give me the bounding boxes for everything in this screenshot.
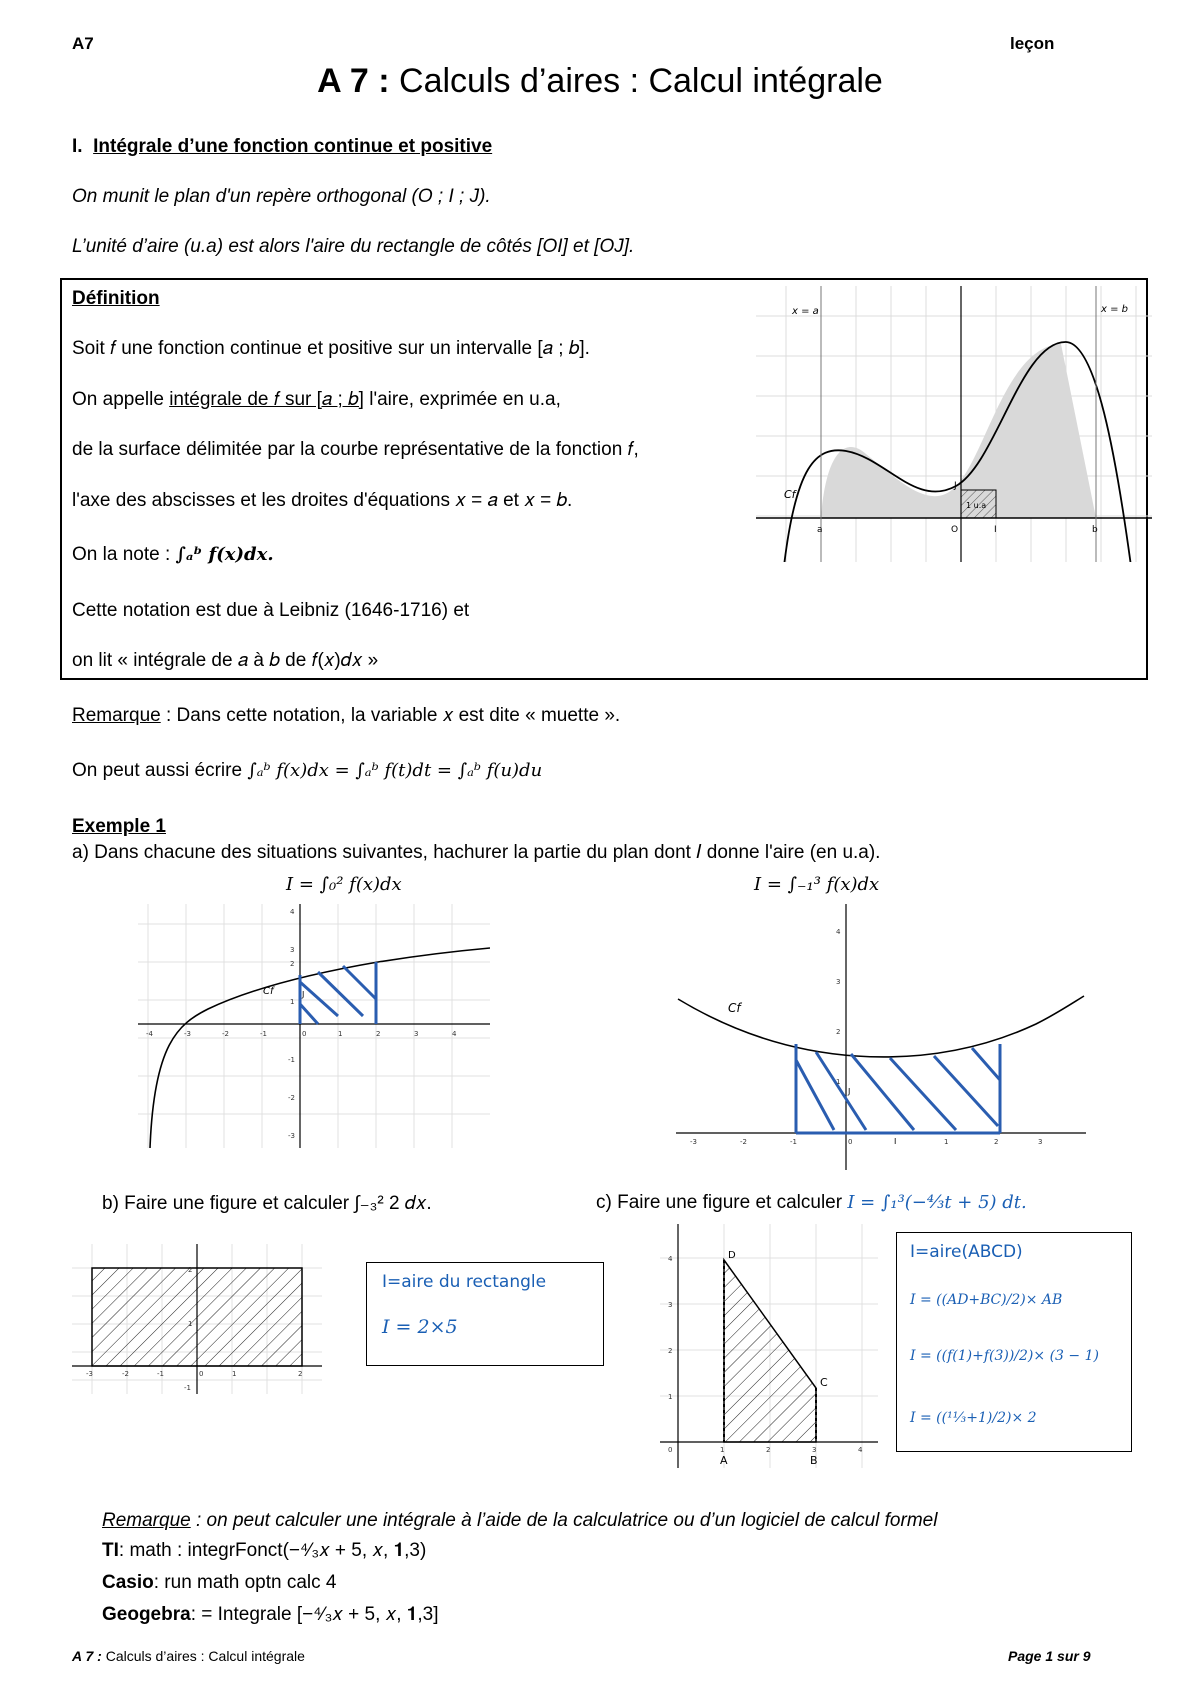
area-under-curve bbox=[821, 344, 1096, 518]
svg-text:1: 1 bbox=[188, 1320, 193, 1328]
ti-command: : math : integrFonct(−⁴⁄₃𝑥 + 5, 𝑥, 𝟏,3) bbox=[118, 1540, 427, 1561]
gc-label-c: C bbox=[820, 1376, 828, 1389]
remark-2-label: Remarque bbox=[102, 1510, 191, 1531]
svg-text:-3: -3 bbox=[86, 1370, 93, 1378]
example-c-formula: 𝐼 = ∫₁³(−⁴⁄₃𝑡 + 5) 𝑑𝑡. bbox=[847, 1192, 1027, 1213]
intro-line-2: L’unité d’aire (u.a) est alors l'aire du rectangle de côtés [OI] et [OJ]. bbox=[72, 236, 635, 257]
label-ua: 1 u.a bbox=[966, 501, 987, 510]
example-integral-2: 𝐼 = ∫₋₁³ 𝑓(𝑥)𝑑𝑥 bbox=[754, 874, 880, 895]
definition-line-1: Soit 𝑓 une fonction continue et positive sur un intervalle [𝑎 ; 𝑏]. bbox=[72, 338, 590, 359]
page-title bbox=[0, 62, 1200, 101]
answer-b-line-1: I=aire du rectangle bbox=[382, 1272, 547, 1292]
casio-command: : run math optn calc 4 bbox=[153, 1572, 337, 1593]
footer-left bbox=[72, 1648, 305, 1664]
gc-x-ticks bbox=[668, 1446, 863, 1454]
definition-line-5 bbox=[72, 544, 274, 566]
section-number: I. bbox=[72, 136, 83, 157]
g2-cf: Cf bbox=[728, 1001, 741, 1015]
example-c-text bbox=[596, 1192, 1027, 1214]
svg-text:-2: -2 bbox=[288, 1094, 295, 1102]
definition-line-3: de la surface délimitée par la courbe représentative de la fonction 𝑓, bbox=[72, 439, 639, 460]
g2-x-ticks bbox=[690, 1138, 1042, 1146]
svg-text:4: 4 bbox=[858, 1446, 863, 1454]
label-b: b bbox=[1092, 525, 1098, 535]
remark-2-geogebra bbox=[102, 1604, 439, 1626]
svg-text:-1: -1 bbox=[288, 1056, 295, 1064]
remark-2 bbox=[102, 1510, 937, 1532]
answer-c-line-3: 𝐼 = ((𝑓(1)+𝑓(3))/2)× (3 − 1) bbox=[910, 1348, 1099, 1364]
example-graph-c bbox=[660, 1224, 878, 1468]
answer-c-line-2: 𝐼 = ((𝐴𝐷+𝐵𝐶)/2)× 𝐴𝐵 bbox=[910, 1292, 1063, 1308]
svg-text:4: 4 bbox=[452, 1030, 457, 1038]
definition-line-6: Cette notation est due à Leibniz (1646-1716) et bbox=[72, 600, 470, 621]
svg-text:2: 2 bbox=[376, 1030, 381, 1038]
label-x-b: x = b bbox=[1101, 304, 1129, 315]
label-j: J bbox=[954, 481, 957, 491]
remark-1 bbox=[72, 705, 620, 727]
label-i: I bbox=[994, 525, 997, 535]
remark-1-text: : Dans cette notation, la variable 𝑥 est dite « muette ». bbox=[160, 705, 621, 726]
svg-text:2: 2 bbox=[668, 1347, 673, 1355]
casio-label: Casio bbox=[102, 1572, 154, 1593]
svg-text:2: 2 bbox=[836, 1028, 841, 1036]
svg-text:-1: -1 bbox=[260, 1030, 267, 1038]
remark-2-text: : on peut calculer une intégrale à l’aide de la calculatrice ou d’un logiciel de calcul formel bbox=[190, 1510, 938, 1531]
geogebra-command: : = Integrale [−⁴⁄₃𝑥 + 5, 𝑥, 𝟏,3] bbox=[190, 1604, 439, 1625]
title-bold: A 7 : bbox=[317, 62, 390, 100]
label-a: a bbox=[817, 525, 823, 535]
svg-text:-3: -3 bbox=[288, 1132, 295, 1140]
remark-1-formula: ∫ₐᵇ 𝑓(𝑥)𝑑𝑥 = ∫ₐᵇ 𝑓(𝑡)𝑑𝑡 = ∫ₐᵇ 𝑓(𝑢)𝑑𝑢 bbox=[247, 760, 543, 781]
svg-text:0: 0 bbox=[199, 1370, 204, 1378]
svg-text:0: 0 bbox=[848, 1138, 853, 1146]
gc-label-b: B bbox=[810, 1454, 818, 1467]
g1-curve bbox=[150, 948, 490, 1148]
definition-notation: ∫ₐᵇ 𝒇(𝒙)𝒅𝒙. bbox=[175, 544, 274, 565]
svg-text:1: 1 bbox=[836, 1078, 841, 1086]
g1-cf: Cf bbox=[263, 986, 274, 997]
g2-j: J bbox=[848, 1087, 851, 1096]
svg-text:1: 1 bbox=[338, 1030, 343, 1038]
svg-text:2: 2 bbox=[290, 960, 295, 968]
gc-y-ticks bbox=[668, 1255, 673, 1401]
svg-text:3: 3 bbox=[1038, 1138, 1043, 1146]
remark-1-line-2-pre: On peut aussi écrire bbox=[72, 760, 248, 781]
example-graph-2 bbox=[676, 904, 1086, 1170]
svg-text:-2: -2 bbox=[122, 1370, 129, 1378]
svg-text:-1: -1 bbox=[184, 1384, 191, 1392]
section-heading bbox=[72, 136, 492, 158]
svg-text:2: 2 bbox=[766, 1446, 771, 1454]
remark-1-label: Remarque bbox=[72, 705, 161, 726]
title-rest: Calculs d’aires : Calcul intégrale bbox=[389, 62, 883, 100]
gb-x-ticks bbox=[86, 1370, 302, 1378]
svg-text:1: 1 bbox=[720, 1446, 725, 1454]
svg-text:2: 2 bbox=[994, 1138, 999, 1146]
svg-text:4: 4 bbox=[290, 908, 295, 916]
gc-label-d: D bbox=[728, 1250, 736, 1261]
example-graph-b bbox=[72, 1244, 322, 1394]
label-o: O bbox=[951, 525, 959, 535]
svg-text:2: 2 bbox=[298, 1370, 303, 1378]
svg-text:1: 1 bbox=[290, 998, 295, 1006]
definition-notation-label: On la note : bbox=[72, 544, 176, 565]
definition-line-2-pre: On appelle bbox=[72, 389, 170, 410]
answer-b-line-2: 𝐼 = 2×5 bbox=[382, 1316, 458, 1338]
svg-text:3: 3 bbox=[836, 978, 841, 986]
footer-left-text: Calculs d’aires : Calcul intégrale bbox=[101, 1648, 305, 1664]
g1-j: J bbox=[302, 990, 305, 999]
answer-c-line-4: 𝐼 = ((¹¹⁄₃+1)/2)× 2 bbox=[910, 1410, 1037, 1426]
svg-text:1: 1 bbox=[944, 1138, 949, 1146]
answer-c-line-1: I=aire(ABCD) bbox=[910, 1242, 1023, 1262]
remark-1-line-2 bbox=[72, 760, 542, 782]
section-title: Intégrale d’une fonction continue et positive bbox=[93, 136, 493, 157]
svg-text:-2: -2 bbox=[222, 1030, 229, 1038]
example-graph-1 bbox=[138, 904, 490, 1148]
svg-text:4: 4 bbox=[836, 928, 841, 936]
definition-line-2-post: l'aire, exprimée en u.a, bbox=[363, 389, 561, 410]
definition-graph bbox=[756, 286, 1152, 562]
label-x-a: x = a bbox=[792, 306, 819, 317]
svg-text:-1: -1 bbox=[157, 1370, 164, 1378]
header-right: leçon bbox=[1010, 34, 1055, 53]
g2-y-ticks bbox=[836, 928, 841, 1086]
svg-text:-1: -1 bbox=[790, 1138, 797, 1146]
example-title: Exemple 1 bbox=[72, 816, 166, 837]
svg-text:0: 0 bbox=[302, 1030, 307, 1038]
svg-text:-4: -4 bbox=[146, 1030, 153, 1038]
svg-text:3: 3 bbox=[414, 1030, 419, 1038]
definition-term: intégrale de 𝑓 sur [𝑎 ; 𝑏] bbox=[169, 389, 364, 410]
svg-text:3: 3 bbox=[290, 946, 295, 954]
svg-text:2: 2 bbox=[188, 1266, 193, 1274]
example-b-text: b) Faire une figure et calculer ∫₋₃² 2 𝑑𝑥. bbox=[102, 1193, 432, 1214]
svg-text:4: 4 bbox=[668, 1255, 673, 1263]
svg-text:-3: -3 bbox=[184, 1030, 191, 1038]
definition-line-7: on lit « intégrale de 𝑎 à 𝑏 de 𝑓(𝑥)𝑑𝑥 » bbox=[72, 650, 379, 671]
svg-text:-3: -3 bbox=[690, 1138, 697, 1146]
header-left: A7 bbox=[72, 34, 94, 53]
remark-2-ti bbox=[102, 1540, 426, 1562]
gc-label-a: A bbox=[720, 1454, 728, 1467]
svg-text:1: 1 bbox=[668, 1393, 673, 1401]
definition-title: Définition bbox=[72, 288, 160, 309]
svg-text:3: 3 bbox=[812, 1446, 817, 1454]
intro-line-1: On munit le plan d'un repère orthogonal (O ; I ; J). bbox=[72, 186, 491, 207]
remark-2-casio bbox=[102, 1572, 336, 1594]
g2-i: I bbox=[894, 1137, 897, 1146]
definition-line-2 bbox=[72, 389, 561, 411]
footer-left-bold: A 7 : bbox=[72, 1648, 102, 1664]
geogebra-label: Geogebra bbox=[102, 1604, 191, 1625]
example-c-pre: c) Faire une figure et calculer bbox=[596, 1192, 848, 1213]
svg-text:3: 3 bbox=[668, 1301, 673, 1309]
svg-text:-2: -2 bbox=[740, 1138, 747, 1146]
svg-text:0: 0 bbox=[668, 1446, 673, 1454]
label-cf: Cf bbox=[784, 488, 796, 501]
svg-text:1: 1 bbox=[232, 1370, 237, 1378]
g1-x-ticks bbox=[146, 1030, 457, 1038]
example-integral-1: 𝐼 = ∫₀² 𝑓(𝑥)𝑑𝑥 bbox=[286, 874, 402, 895]
example-a-text: a) Dans chacune des situations suivantes, hachurer la partie du plan dont 𝐼 donne l'aire (en u.a). bbox=[72, 842, 881, 863]
ti-label: TI bbox=[102, 1540, 119, 1561]
definition-line-4: l'axe des abscisses et les droites d'équations 𝑥 = 𝑎 et 𝑥 = 𝑏. bbox=[72, 490, 573, 511]
footer-page-number: Page 1 sur 9 bbox=[1008, 1648, 1091, 1664]
